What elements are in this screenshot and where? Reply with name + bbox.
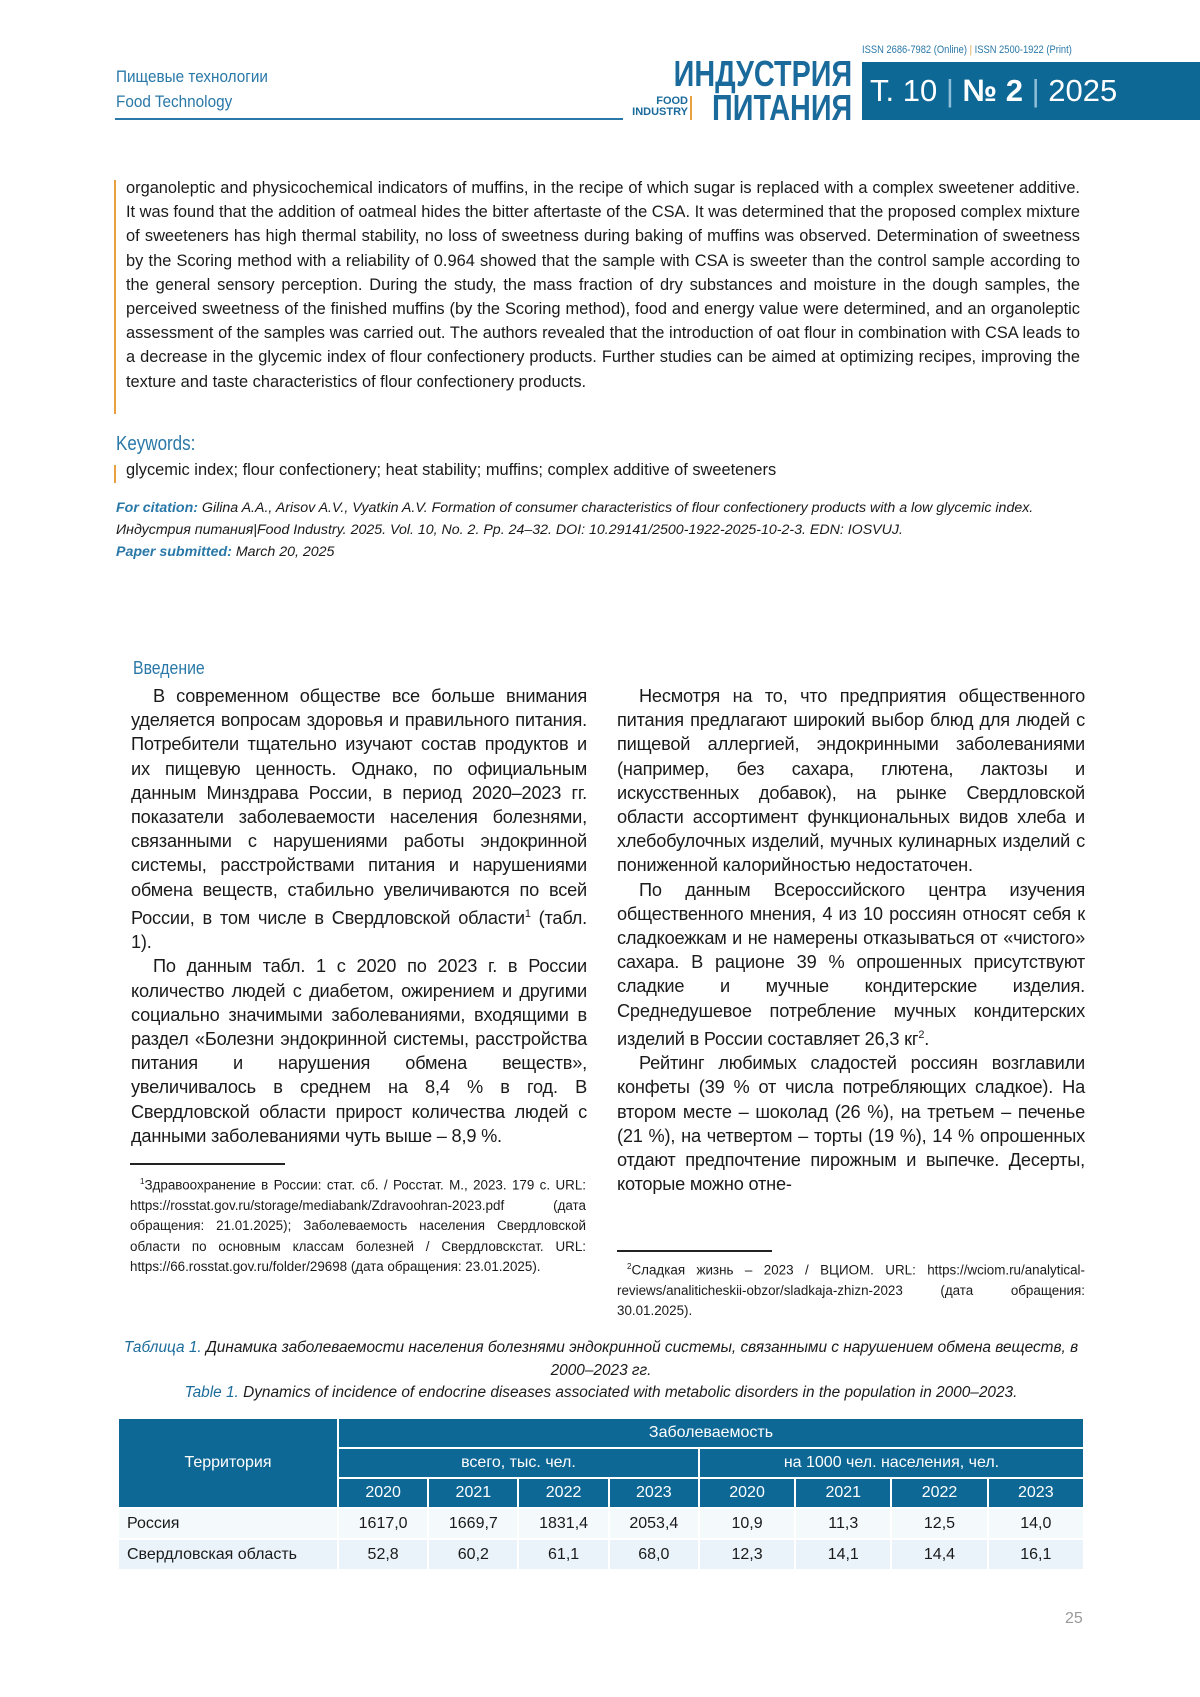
footnote-2 (617, 1257, 1085, 1322)
logo-industry: INDUSTRY (632, 106, 688, 118)
journal-logo-line1: ИНДУСТРИЯ (673, 53, 852, 94)
year: 2025 (1048, 73, 1118, 108)
header-year: 2022 (891, 1478, 987, 1508)
table-cell: 60,2 (428, 1539, 518, 1570)
header-year: 2023 (609, 1478, 699, 1508)
text: . (924, 1028, 930, 1049)
citation-text: Gilina A.A., Arisov A.V., Vyatkin A.V. Formation of consumer characteristics of flour confectionery products with a low glycemic index. Индустрия питания|Food Industry. 2025. Vol. 10, No. 2. Pp. 24–32. DOI: 10.29141/2500-1922-2025-10-2-3. EDN: IOSVUJ. (116, 500, 1034, 538)
header-incidence: Заболеваемость (338, 1418, 1084, 1448)
header-per1000: на 1000 чел. населения, чел. (699, 1448, 1084, 1478)
table-cell: 2053,4 (609, 1508, 699, 1539)
paragraph (131, 684, 587, 954)
abstract-text: organoleptic and physicochemical indicators of muffins, in the recipe of which sugar is replaced with a complex sweetener additive. It was found that the addition of oatmeal hides the bitter aftertaste of the CSA. It was determined that the proposed complex mixture of sweeteners has high thermal stability, no loss of sweetness during baking of muffins was observed. Determination of sweetness by the Scoring method with a reliability of 0.964 showed that the sample with CSA is sweeter than the control sample according to the general sensory perception. During the study, the mass fraction of dry substances and moisture in the dough samples, the perceived sweetness of the finished muffins (by the Scoring method), food and energy value were determined, and an organoleptic assessment of the samples was carried out. The authors revealed that the introduction of oat flour in combination with CSA leads to a decrease in the glycemic index of flour confectionery products. Further studies can be aimed at optimizing recipes, improving the texture and taste characteristics of flour confectionery products. (126, 179, 1080, 391)
header-year: 2020 (338, 1478, 428, 1508)
incidence-table (117, 1417, 1085, 1571)
caption-ru-label: Таблица 1. (123, 1339, 202, 1356)
footnote-ref[interactable]: 1 (524, 907, 531, 920)
keywords-heading: Keywords: (116, 433, 196, 455)
caption-ru: Динамика заболеваемости населения болезнями эндокринной системы, связанными с нарушением обмена веществ, в 2000–2023 гг. (201, 1339, 1079, 1379)
header-year: 2023 (988, 1478, 1084, 1508)
sep: | (1031, 73, 1040, 108)
abstract-accent-bar (114, 180, 116, 414)
keywords-accent-bar (114, 465, 116, 483)
table-cell: 1669,7 (428, 1508, 518, 1539)
section-ru: Пищевые технологии (116, 67, 268, 86)
submitted-label: Paper submitted: (116, 544, 232, 560)
table-cell: 1831,4 (518, 1508, 608, 1539)
logo-divider (690, 96, 692, 120)
right-column (617, 684, 1085, 1196)
sep: | (945, 73, 954, 108)
caption-en-label: Table 1. (184, 1384, 239, 1401)
table-cell: 14,4 (891, 1539, 987, 1570)
table-cell: 61,1 (518, 1539, 608, 1570)
table-cell: 12,3 (699, 1539, 795, 1570)
paragraph (617, 878, 1085, 1051)
header-year: 2020 (699, 1478, 795, 1508)
table-cell: 16,1 (988, 1539, 1084, 1570)
footnote-text: Здравоохранение в России: стат. сб. / Росстат. М., 2023. 179 с. URL: https://rosstat.gov.ru/storage/mediabank/Zdravoohran-2023.pdf (дата обращения: 21.01.2025); Заболеваемость населения Свердловской области по основным классам болезней / Свердловскстат. URL: https://66.rosstat.gov.ru/folder/29698 (дата обращения: 23.01.2025). (130, 1177, 586, 1275)
paragraph: По данным табл. 1 с 2020 по 2023 г. в России количество людей с диабетом, ожирением и другими социально значимыми заболеваниями, входящими в раздел «Болезни эндокринной системы, расстройства питания и нарушения обмена веществ», увеличивалось в среднем на 8,4 % в год. В Свердловской области прирост количества людей с данными заболеваниями чуть выше – 8,9 %. (131, 956, 587, 1146)
intro-heading: Введение (133, 658, 205, 678)
table-cell: 14,1 (795, 1539, 891, 1570)
footnote-ref[interactable]: 2 (918, 1028, 925, 1041)
issn-print: ISSN 2500-1922 (Print) (974, 44, 1072, 56)
table-cell: 14,0 (988, 1508, 1084, 1539)
row-name: Свердловская область (118, 1539, 338, 1570)
text: В современном обществе все больше внимания уделяется вопросам здоровья и правильного питания. Потребители тщательно изучают состав продуктов и их пищевую ценность. Однако, по официальным данным Минздрава России, в период 2020–2023 гг. показатели заболеваемости населения болезнями, связанными с нарушениями работы эндокринной системы, расстройствами питания и нарушениями обмена веществ, стабильно увеличиваются по всей России, в том числе в Свердловской области (131, 686, 587, 928)
text: По данным Всероссийского центра изучения общественного мнения, 4 из 10 россиян относят себя к сладкоежкам и не намерены отказываться от «чистого» сахара. В рационе 39 % опрошенных присутствуют сладкие и мучные кондитерские изделия. Среднедушевое потребление мучных кондитерских изделий в России составляет 26,3 кг (617, 879, 1085, 1049)
footnote-number: 2 (627, 1262, 632, 1271)
logo-food: FOOD (656, 95, 688, 107)
header-year: 2021 (795, 1478, 891, 1508)
header-divider (115, 118, 623, 120)
row-name: Россия (118, 1508, 338, 1539)
issue-banner (862, 62, 1200, 120)
table-cell: 1617,0 (338, 1508, 428, 1539)
table-row (118, 1508, 1084, 1539)
issue: № 2 (962, 73, 1023, 108)
journal-logo-line2: ПИТАНИЯ (711, 87, 852, 128)
caption-en: Dynamics of incidence of endocrine diseases associated with metabolic disorders in the population in 2000–2023. (238, 1384, 1018, 1401)
table-caption (117, 1337, 1085, 1405)
header-year: 2022 (518, 1478, 608, 1508)
table-row (118, 1539, 1084, 1570)
header-year: 2021 (428, 1478, 518, 1508)
issn-online: ISSN 2686-7982 (Online) (862, 44, 967, 56)
footnote-divider (617, 1250, 772, 1252)
table-cell: 11,3 (795, 1508, 891, 1539)
volume: Т. 10 (870, 73, 938, 108)
footnote-number: 1 (140, 1177, 145, 1186)
table-cell: 52,8 (338, 1539, 428, 1570)
issn-separator: | (969, 44, 973, 56)
paragraph: Рейтинг любимых сладостей россиян возглавили конфеты (39 % от числа потребляющих сладкое). На втором месте – шоколад (26 %), на третьем – печенье (21 %), на четвертом – торты (19 %), 14 % опрошенных отдают предпочтение пирожным и выпечке. Десерты, которые можно отне- (617, 1053, 1085, 1195)
section-title (116, 64, 268, 114)
paragraph: Несмотря на то, что предприятия общественного питания предлагают широкий выбор блюд для людей с пищевой аллергией, эндокринными заболеваниями (например, без сахара, глютена, лактозы и искусственных добавок), на рынке Свердловской области ассортимент функциональных видов хлеба и хлебобулочных изделий, мучных кулинарных изделий с пониженной калорийностью недостаточен. (617, 686, 1085, 876)
keywords-text: glycemic index; flour confectionery; heat stability; muffins; complex additive of sweeteners (126, 461, 777, 479)
footnote-text: Сладкая жизнь – 2023 / ВЦИОМ. URL: https://wciom.ru/analytical-reviews/analiticheskii-obzor/sladkaja-zhizn-2023 (дата обращения: 30.01.2025). (617, 1262, 1085, 1319)
footnote-divider (130, 1163, 285, 1165)
footnote-1 (130, 1172, 586, 1278)
text: (табл. 1). (131, 907, 587, 953)
left-column (131, 684, 587, 1148)
section-en: Food Technology (116, 92, 233, 111)
citation-label: For citation: (116, 500, 198, 516)
header-territory: Территория (118, 1418, 338, 1508)
table-cell: 10,9 (699, 1508, 795, 1539)
citation (116, 497, 1084, 563)
header-total: всего, тыс. чел. (338, 1448, 699, 1478)
table-cell: 12,5 (891, 1508, 987, 1539)
submitted-date: March 20, 2025 (231, 544, 335, 560)
page-number: 25 (1065, 1610, 1083, 1627)
journal-logo-en (626, 96, 688, 118)
table-cell: 68,0 (609, 1539, 699, 1570)
issn (862, 44, 1072, 56)
